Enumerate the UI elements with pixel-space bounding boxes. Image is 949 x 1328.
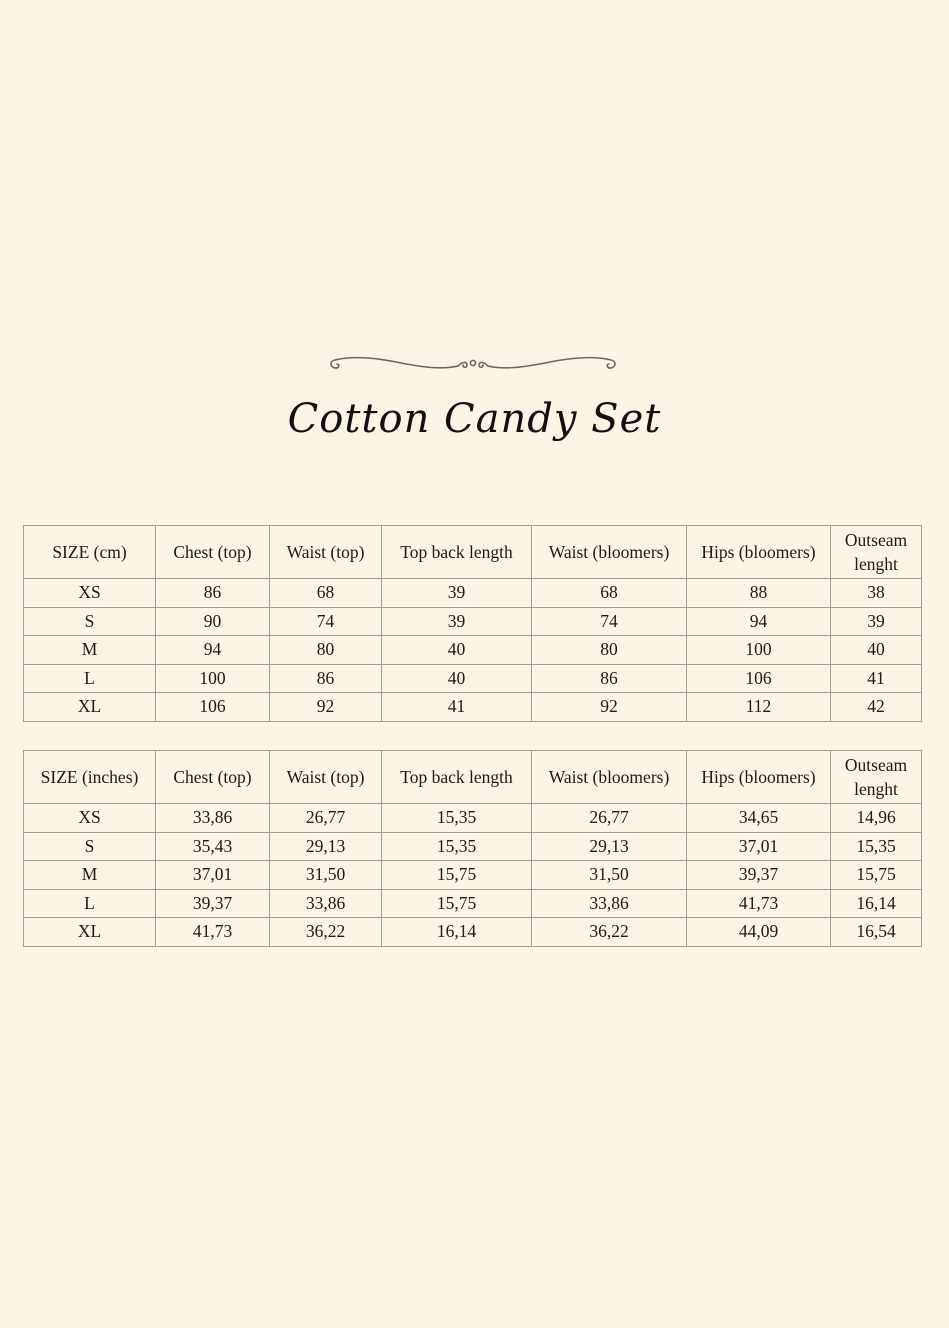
header-top-back-length: Top back length bbox=[382, 751, 532, 804]
cell-hips-bloomers: 112 bbox=[687, 693, 831, 722]
cell-waist-top: 36,22 bbox=[270, 918, 382, 947]
cell-chest-top: 86 bbox=[156, 579, 270, 608]
cell-top-back-length: 40 bbox=[382, 636, 532, 665]
cell-size: S bbox=[24, 832, 156, 861]
cell-hips-bloomers: 88 bbox=[687, 579, 831, 608]
cell-size: M bbox=[24, 636, 156, 665]
header-outseam-length: Outseam lenght bbox=[831, 751, 922, 804]
table-row bbox=[24, 693, 922, 722]
table-row bbox=[24, 832, 922, 861]
cell-hips-bloomers: 44,09 bbox=[687, 918, 831, 947]
cell-waist-bloomers: 31,50 bbox=[532, 861, 687, 890]
table-row bbox=[24, 918, 922, 947]
cell-chest-top: 35,43 bbox=[156, 832, 270, 861]
cell-chest-top: 94 bbox=[156, 636, 270, 665]
header-waist-bloomers: Waist (bloomers) bbox=[532, 751, 687, 804]
cell-top-back-length: 15,35 bbox=[382, 832, 532, 861]
cell-outseam-length: 41 bbox=[831, 664, 922, 693]
cell-waist-bloomers: 92 bbox=[532, 693, 687, 722]
cell-chest-top: 106 bbox=[156, 693, 270, 722]
cell-size: L bbox=[24, 889, 156, 918]
table-row bbox=[24, 664, 922, 693]
cell-waist-bloomers: 74 bbox=[532, 607, 687, 636]
header-hips-bloomers: Hips (bloomers) bbox=[687, 526, 831, 579]
cell-size: XS bbox=[24, 579, 156, 608]
cell-chest-top: 100 bbox=[156, 664, 270, 693]
flourish-divider-icon bbox=[326, 352, 620, 380]
cell-outseam-length: 39 bbox=[831, 607, 922, 636]
cell-outseam-length: 16,14 bbox=[831, 889, 922, 918]
cell-waist-bloomers: 68 bbox=[532, 579, 687, 608]
cell-waist-bloomers: 36,22 bbox=[532, 918, 687, 947]
cell-chest-top: 41,73 bbox=[156, 918, 270, 947]
cell-outseam-length: 42 bbox=[831, 693, 922, 722]
cell-hips-bloomers: 41,73 bbox=[687, 889, 831, 918]
header-outseam-length: Outseam lenght bbox=[831, 526, 922, 579]
cell-outseam-length: 15,35 bbox=[831, 832, 922, 861]
cell-waist-top: 33,86 bbox=[270, 889, 382, 918]
cell-top-back-length: 15,35 bbox=[382, 804, 532, 833]
header-hips-bloomers: Hips (bloomers) bbox=[687, 751, 831, 804]
table-header-row bbox=[24, 526, 922, 579]
table-row bbox=[24, 607, 922, 636]
cell-chest-top: 37,01 bbox=[156, 861, 270, 890]
cell-outseam-length: 38 bbox=[831, 579, 922, 608]
cell-hips-bloomers: 37,01 bbox=[687, 832, 831, 861]
cell-size: XS bbox=[24, 804, 156, 833]
cell-waist-top: 74 bbox=[270, 607, 382, 636]
table-row bbox=[24, 636, 922, 665]
cell-top-back-length: 39 bbox=[382, 579, 532, 608]
size-table-inches bbox=[23, 750, 922, 947]
cell-waist-bloomers: 33,86 bbox=[532, 889, 687, 918]
cell-size: L bbox=[24, 664, 156, 693]
header-size: SIZE (cm) bbox=[24, 526, 156, 579]
header-chest-top: Chest (top) bbox=[156, 751, 270, 804]
cell-size: XL bbox=[24, 693, 156, 722]
header-waist-top: Waist (top) bbox=[270, 526, 382, 579]
cell-size: S bbox=[24, 607, 156, 636]
cell-hips-bloomers: 94 bbox=[687, 607, 831, 636]
cell-waist-top: 86 bbox=[270, 664, 382, 693]
cell-top-back-length: 15,75 bbox=[382, 889, 532, 918]
header-waist-bloomers: Waist (bloomers) bbox=[532, 526, 687, 579]
cell-waist-bloomers: 80 bbox=[532, 636, 687, 665]
cell-hips-bloomers: 106 bbox=[687, 664, 831, 693]
header-waist-top: Waist (top) bbox=[270, 751, 382, 804]
cell-outseam-length: 40 bbox=[831, 636, 922, 665]
cell-waist-top: 29,13 bbox=[270, 832, 382, 861]
table-row bbox=[24, 861, 922, 890]
cell-waist-bloomers: 29,13 bbox=[532, 832, 687, 861]
cell-waist-top: 26,77 bbox=[270, 804, 382, 833]
cell-waist-top: 80 bbox=[270, 636, 382, 665]
header-top-back-length: Top back length bbox=[382, 526, 532, 579]
cell-top-back-length: 41 bbox=[382, 693, 532, 722]
cell-outseam-length: 14,96 bbox=[831, 804, 922, 833]
cell-hips-bloomers: 39,37 bbox=[687, 861, 831, 890]
cell-top-back-length: 39 bbox=[382, 607, 532, 636]
cell-waist-bloomers: 26,77 bbox=[532, 804, 687, 833]
table-header-row bbox=[24, 751, 922, 804]
cell-hips-bloomers: 34,65 bbox=[687, 804, 831, 833]
cell-outseam-length: 16,54 bbox=[831, 918, 922, 947]
cell-top-back-length: 16,14 bbox=[382, 918, 532, 947]
cell-waist-top: 92 bbox=[270, 693, 382, 722]
cell-chest-top: 39,37 bbox=[156, 889, 270, 918]
header-chest-top: Chest (top) bbox=[156, 526, 270, 579]
header-size: SIZE (inches) bbox=[24, 751, 156, 804]
table-row bbox=[24, 579, 922, 608]
cell-size: M bbox=[24, 861, 156, 890]
cell-size: XL bbox=[24, 918, 156, 947]
cell-top-back-length: 15,75 bbox=[382, 861, 532, 890]
table-row bbox=[24, 889, 922, 918]
cell-outseam-length: 15,75 bbox=[831, 861, 922, 890]
table-row bbox=[24, 804, 922, 833]
cell-chest-top: 90 bbox=[156, 607, 270, 636]
size-table-cm bbox=[23, 525, 922, 722]
cell-hips-bloomers: 100 bbox=[687, 636, 831, 665]
cell-waist-bloomers: 86 bbox=[532, 664, 687, 693]
cell-waist-top: 31,50 bbox=[270, 861, 382, 890]
cell-waist-top: 68 bbox=[270, 579, 382, 608]
cell-chest-top: 33,86 bbox=[156, 804, 270, 833]
page-title: Cotton Candy Set bbox=[287, 396, 662, 442]
cell-top-back-length: 40 bbox=[382, 664, 532, 693]
